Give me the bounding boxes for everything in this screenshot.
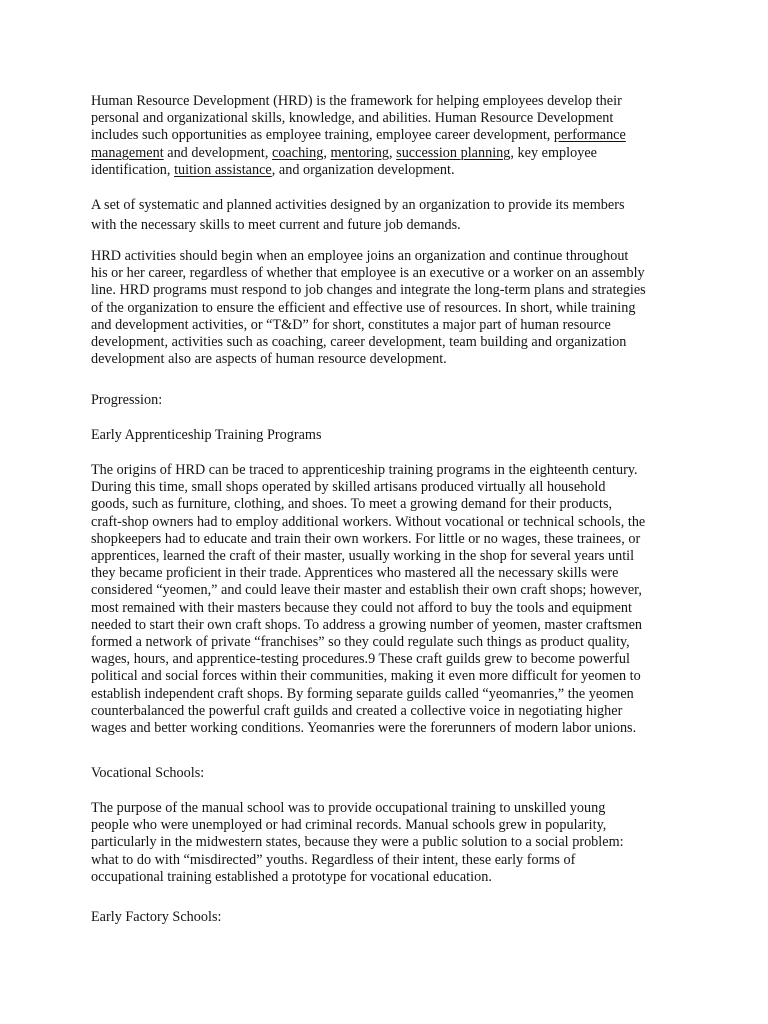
text-line: wages and better working conditions. Yeomanries were the forerunners of modern labor unions. (91, 720, 637, 737)
text-line: The origins of HRD can be traced to apprenticeship training programs in the eighteenth century. (91, 462, 638, 478)
text-line: shopkeepers had to educate and train their own workers. For little or no wages, these trainees, or (91, 530, 641, 547)
definition-paragraph (91, 195, 625, 235)
text-line: occupational training established a prototype for vocational education. (91, 868, 492, 885)
text-line: people who were unemployed or had criminal records. Manual schools grew in popularity, (91, 817, 607, 834)
text-line: development, activities such as coaching, career development, team building and organization (91, 334, 627, 351)
text-line: craft-shop owners had to employ additional workers. Without vocational or technical schools, the (91, 513, 646, 530)
hrd-activities-paragraph (91, 248, 646, 368)
text-line: line. HRD programs must respond to job changes and integrate the long-term plans and strategies (91, 282, 646, 299)
text-line: A set of systematic and planned activities designed by an organization to provide its members (91, 197, 625, 213)
text-line: what to do with “misdirected” youths. Regardless of their intent, these early forms of (91, 851, 576, 868)
text-line (91, 145, 626, 162)
succession-planning-link[interactable]: succession planning (396, 144, 511, 161)
text-line: and development activities, or “T&D” for short, constitutes a major part of human resource (91, 316, 611, 333)
coaching-link[interactable]: coaching (272, 144, 324, 161)
text-line: During this time, small shops operated by skilled artisans produced virtually all household (91, 479, 606, 496)
text-line: wages, hours, and apprentice-testing procedures.9 These craft guilds grew to become powerful (91, 651, 630, 668)
text-line: most remained with their masters because they could not afford to buy the tools and equipment (91, 599, 632, 616)
apprenticeship-paragraph (91, 462, 645, 737)
text-line: development also are aspects of human resource development. (91, 351, 447, 368)
text-run: and development, (163, 144, 272, 161)
text-line: political and social forces within their communities, making it even more difficult for yeomen to (91, 668, 641, 685)
tuition-assistance-link[interactable]: tuition assistance (174, 161, 272, 178)
text-line: Human Resource Development (HRD) is the framework for helping employees develop their (91, 93, 622, 109)
separator: , (323, 144, 331, 161)
text-line: goods, such as furniture, clothing, and shoes. To meet a growing demand for their products, (91, 496, 613, 513)
separator: , (389, 144, 397, 161)
text-line: personal and organizational skills, knowledge, and abilities. Human Resource Development (91, 110, 614, 127)
text-run: includes such opportunities as employee training, employee career development, (91, 127, 554, 144)
text-line: apprentices, learned the craft of their master, usually working in the shop for several years until (91, 548, 635, 565)
text-line: The purpose of the manual school was to provide occupational training to unskilled young (91, 800, 606, 816)
text-line: formed a network of private “franchises” so they could regulate such things as product quality, (91, 634, 630, 651)
vocational-heading: Vocational Schools: (91, 765, 205, 781)
text-line: with the necessary skills to meet current and future job demands. (91, 217, 461, 233)
progression-heading: Progression: (91, 392, 163, 408)
text-line (91, 162, 626, 179)
intro-paragraph (91, 93, 626, 179)
text-run: , and organization development. (271, 161, 455, 178)
text-line: counterbalanced the powerful craft guilds and created a collective voice in negotiating higher (91, 702, 623, 719)
text-run: identification, (91, 161, 175, 178)
vocational-paragraph (91, 800, 624, 886)
performance-management-link-continued[interactable]: management (91, 144, 164, 161)
text-line: they became proficient in their trade. Apprentices who mastered all the necessary skills were (91, 565, 619, 582)
text-line: HRD activities should begin when an employee joins an organization and continue throughout (91, 248, 629, 264)
performance-management-link[interactable]: performance (553, 127, 626, 144)
text-line: establish independent craft shops. By forming separate guilds called “yeomanries,” the yeomen (91, 685, 634, 702)
text-line: his or her career, regardless of whether that employee is an executive or a worker on an assembly (91, 265, 645, 282)
text-run: , key employee (510, 144, 597, 161)
factory-schools-heading: Early Factory Schools: (91, 909, 222, 925)
text-line: considered “yeomen,” and could leave their master and establish their own craft shops; however, (91, 582, 642, 599)
text-line (91, 127, 626, 144)
text-line: of the organization to ensure the efficient and effective use of resources. In short, while training (91, 299, 636, 316)
text-line: particularly in the midwestern states, because they were a public solution to a social problem: (91, 834, 624, 851)
apprenticeship-heading: Early Apprenticeship Training Programs (91, 427, 322, 443)
text-line: needed to start their own craft shops. To address a growing number of yeomen, master craftsmen (91, 616, 643, 633)
mentoring-link[interactable]: mentoring (330, 144, 390, 161)
